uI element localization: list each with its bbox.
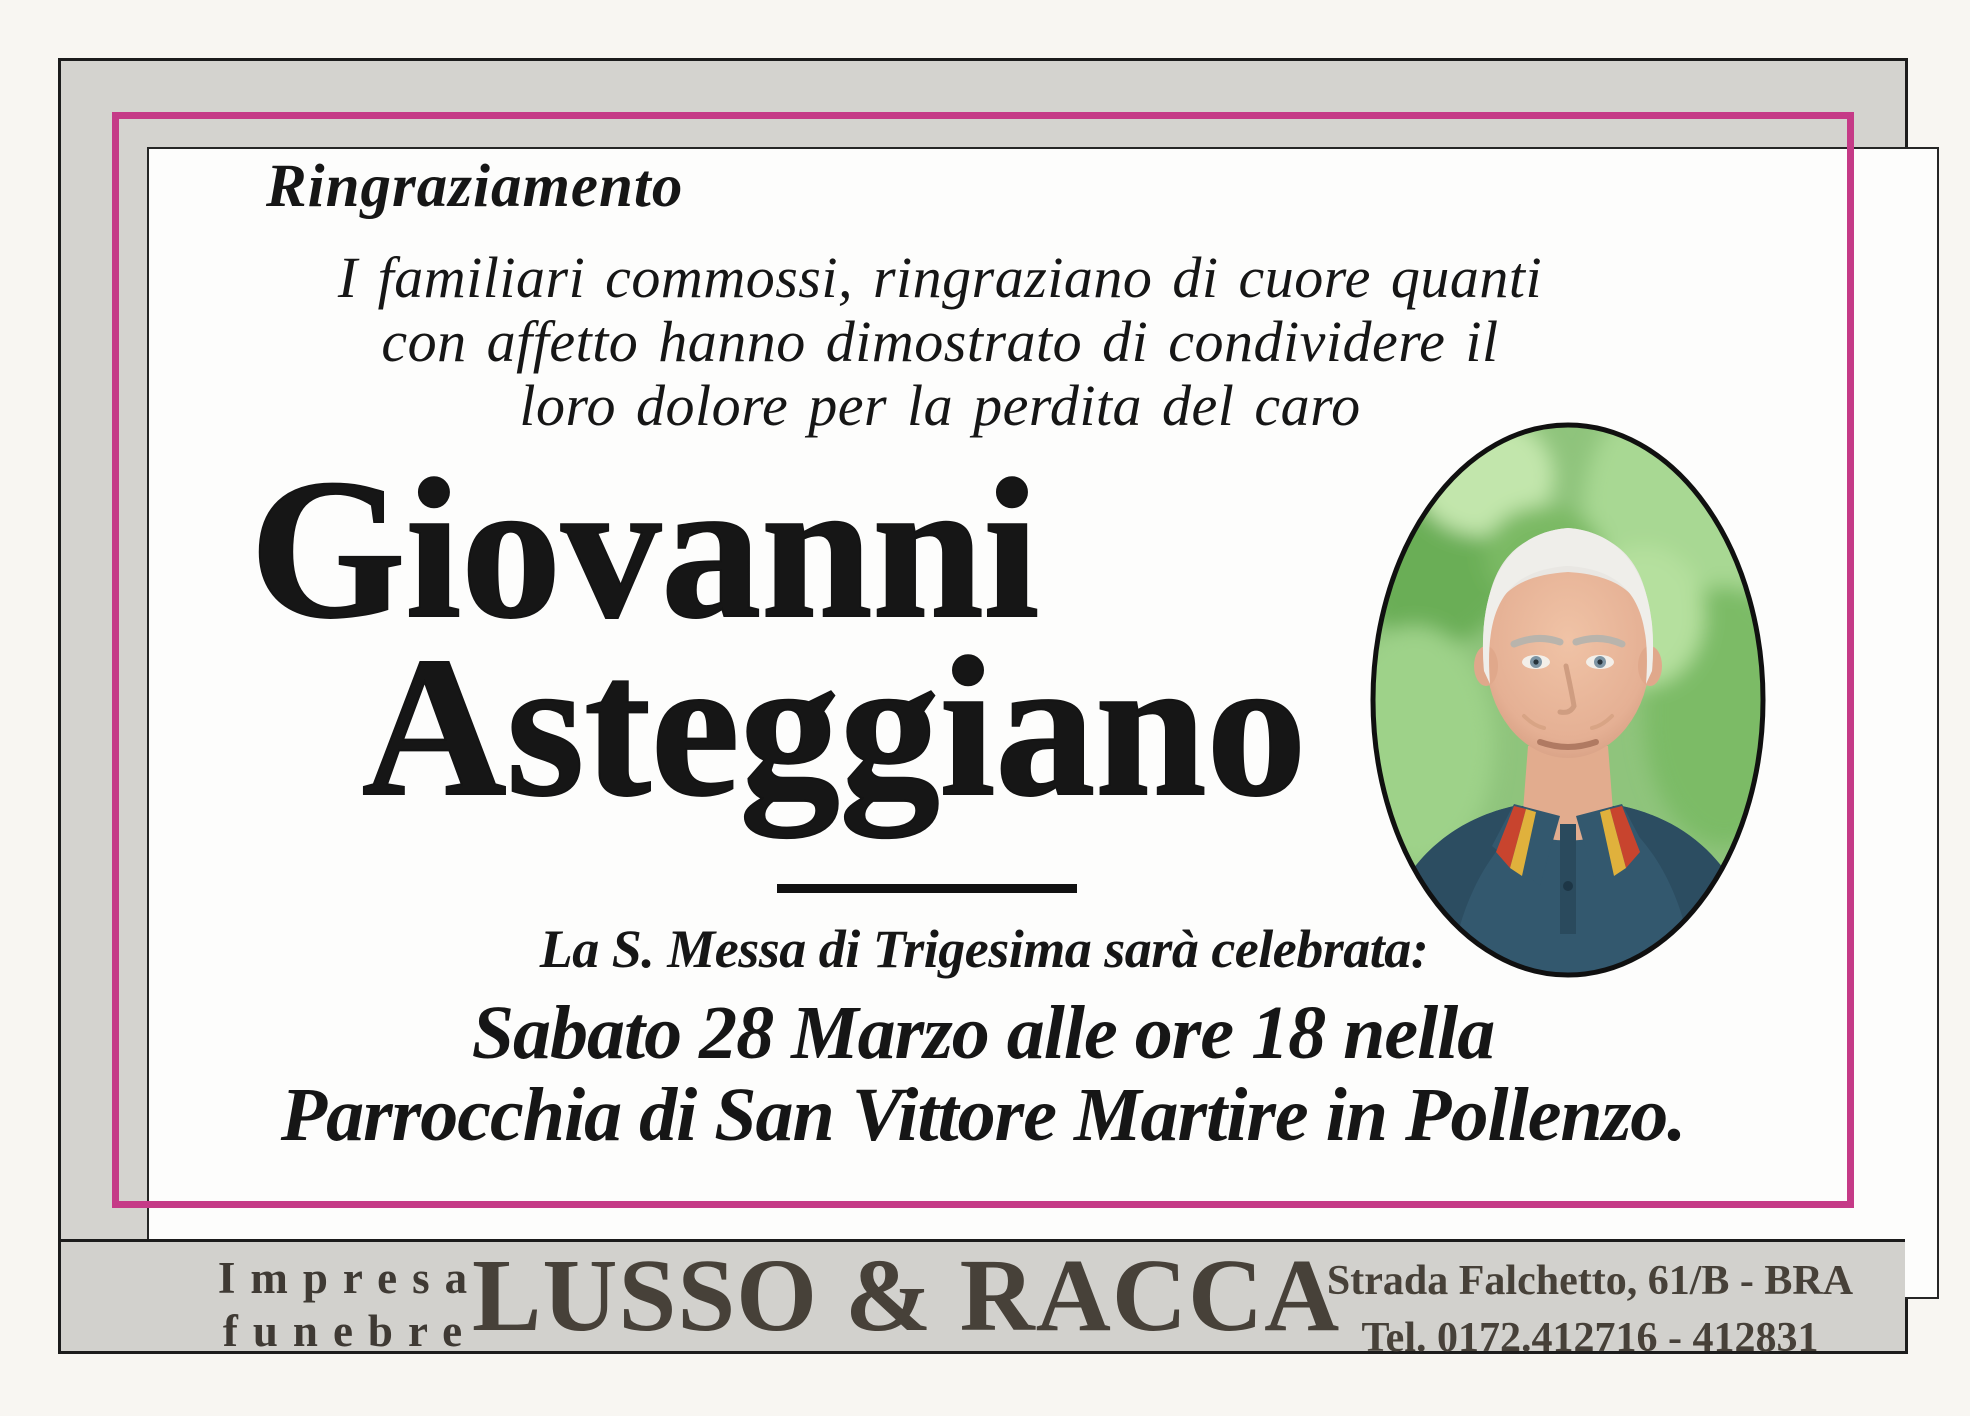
funeral-home-type-line: funebre (222, 1306, 478, 1356)
deceased-first-name: Giovanni (250, 439, 1040, 660)
paragraph-line: con affetto hanno dimostrato di condividere il (381, 309, 1499, 374)
card-header: Ringraziamento (266, 153, 684, 220)
paragraph-line: I familiari commossi, ringraziano di cuore quanti (337, 245, 1543, 310)
funeral-home-type-line: Impresa (217, 1253, 483, 1303)
divider-rule (777, 884, 1077, 893)
paragraph-line: loro dolore per la perdita del caro (519, 373, 1361, 438)
deceased-photo (1364, 416, 1772, 984)
funeral-home-phone: Tel. 0172.412716 - 412831 (1361, 1315, 1819, 1361)
mass-detail-line: Sabato 28 Marzo alle ore 18 nella (471, 991, 1495, 1075)
mass-detail-line: Parrocchia di San Vittore Martire in Pollenzo. (280, 1073, 1686, 1157)
thanks-paragraph (240, 246, 1640, 438)
funeral-home-contact (1310, 1253, 1870, 1367)
deceased-last-name: Asteggiano (362, 617, 1307, 838)
mass-details (112, 992, 1854, 1156)
funeral-home-address: Strada Falchetto, 61/B - BRA (1326, 1258, 1854, 1304)
funeral-home-name: LUSSO & RACCA (472, 1238, 1341, 1353)
mass-intro-line: La S. Messa di Trigesima sarà celebrata: (539, 919, 1429, 979)
